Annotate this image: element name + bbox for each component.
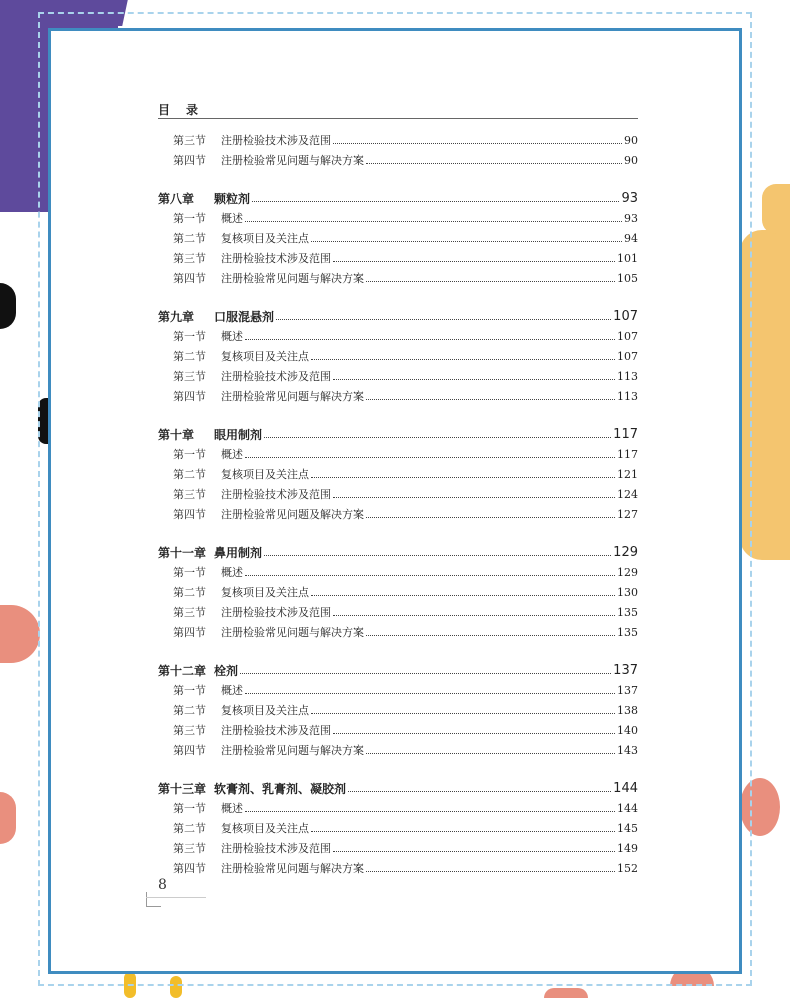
toc-chapter-entry[interactable] [158, 302, 638, 324]
chapter-label [158, 428, 262, 442]
dot-leader [264, 436, 611, 438]
section-page: 135 [617, 606, 638, 619]
section-number: 第三节 [173, 842, 206, 855]
section-label [173, 350, 309, 364]
dot-leader [245, 810, 615, 812]
dot-leader [333, 732, 615, 734]
section-title: 复核项目及关注点 [221, 350, 309, 363]
section-label [173, 802, 243, 816]
section-number: 第三节 [173, 724, 206, 737]
dot-leader [311, 594, 615, 596]
toc-section-entry[interactable] [158, 580, 638, 600]
chapter-page: 117 [613, 427, 638, 442]
page-corner-mark [146, 892, 161, 907]
toc-section-entry[interactable] [158, 620, 638, 640]
section-page: 107 [617, 350, 638, 363]
section-page: 127 [617, 508, 638, 521]
toc-chapter-group [158, 656, 638, 758]
dot-leader [240, 672, 611, 674]
section-label [173, 232, 309, 246]
section-label [173, 508, 364, 522]
section-label [173, 134, 331, 148]
toc-section-entry[interactable] [158, 364, 638, 384]
section-title: 注册检验技术涉及范围 [221, 842, 331, 855]
section-label [173, 822, 309, 836]
dot-leader [311, 712, 615, 714]
section-label [173, 448, 243, 462]
section-title: 注册检验常见问题及解决方案 [221, 508, 364, 521]
section-page: 121 [617, 468, 638, 481]
ink-blot-decoration [0, 283, 16, 329]
toc-chapter-group [158, 128, 638, 168]
section-page: 107 [617, 330, 638, 343]
section-number: 第四节 [173, 744, 206, 757]
section-number: 第一节 [173, 448, 206, 461]
toc-section-entry[interactable] [158, 718, 638, 738]
section-title: 概述 [221, 802, 243, 815]
section-title: 概述 [221, 330, 243, 343]
chapter-page: 144 [613, 781, 638, 796]
section-page: 105 [617, 272, 638, 285]
section-label [173, 212, 243, 226]
section-label [173, 724, 331, 738]
toc-chapter-group [158, 774, 638, 876]
section-title: 复核项目及关注点 [221, 232, 309, 245]
toc-section-entry[interactable] [158, 796, 638, 816]
section-label [173, 704, 309, 718]
section-title: 注册检验常见问题与解决方案 [221, 272, 364, 285]
dot-leader [333, 378, 615, 380]
dot-leader [245, 692, 615, 694]
section-page: 117 [617, 448, 638, 461]
section-number: 第四节 [173, 626, 206, 639]
toc-chapter-entry[interactable] [158, 774, 638, 796]
toc-section-entry[interactable] [158, 836, 638, 856]
chapter-number: 第九章 [158, 310, 195, 324]
toc-section-entry[interactable] [158, 856, 638, 876]
section-title: 概述 [221, 212, 243, 225]
chapter-number: 第十一章 [158, 546, 207, 560]
section-number: 第三节 [173, 488, 206, 501]
dot-leader [276, 318, 611, 320]
section-number: 第一节 [173, 566, 206, 579]
chapter-number: 第十三章 [158, 782, 207, 796]
header-title: 目录 [158, 103, 215, 117]
toc-chapter-entry[interactable] [158, 184, 638, 206]
section-number: 第四节 [173, 272, 206, 285]
section-title: 注册检验技术涉及范围 [221, 606, 331, 619]
coral-dot-decoration [544, 988, 588, 998]
section-number: 第二节 [173, 232, 206, 245]
dot-leader [366, 634, 615, 636]
toc-section-entry[interactable] [158, 698, 638, 718]
dot-leader [311, 240, 622, 242]
section-label [173, 252, 331, 266]
dot-leader [311, 830, 615, 832]
section-label [173, 684, 243, 698]
section-label [173, 862, 364, 876]
section-title: 注册检验技术涉及范围 [221, 488, 331, 501]
section-label [173, 586, 309, 600]
section-title: 注册检验技术涉及范围 [221, 252, 331, 265]
page-footer-rule [146, 897, 206, 898]
chapter-number: 第十二章 [158, 664, 207, 678]
section-title: 概述 [221, 566, 243, 579]
section-label [173, 842, 331, 856]
section-page: 130 [617, 586, 638, 599]
chapter-page: 129 [613, 545, 638, 560]
toc-section-entry[interactable] [158, 442, 638, 462]
dot-leader [333, 260, 615, 262]
section-number: 第三节 [173, 370, 206, 383]
section-title: 注册检验常见问题与解决方案 [221, 626, 364, 639]
section-page: 140 [617, 724, 638, 737]
coral-dot-decoration [0, 792, 16, 844]
section-number: 第二节 [173, 350, 206, 363]
section-number: 第一节 [173, 802, 206, 815]
toc-chapter-entry[interactable] [158, 656, 638, 678]
section-page: 145 [617, 822, 638, 835]
toc-section-entry[interactable] [158, 816, 638, 836]
dot-leader [264, 554, 611, 556]
section-title: 复核项目及关注点 [221, 468, 309, 481]
section-page: 94 [624, 232, 638, 245]
chapter-title: 眼用制剂 [214, 428, 263, 442]
chapter-number: 第八章 [158, 192, 195, 206]
section-number: 第三节 [173, 606, 206, 619]
section-title: 复核项目及关注点 [221, 822, 309, 835]
section-title: 注册检验常见问题与解决方案 [221, 154, 364, 167]
section-label [173, 390, 364, 404]
section-page: 90 [624, 134, 638, 147]
toc-section-entry[interactable] [158, 226, 638, 246]
toc-section-entry[interactable] [158, 266, 638, 286]
section-label [173, 566, 243, 580]
section-title: 概述 [221, 448, 243, 461]
chapter-title: 鼻用制剂 [214, 546, 263, 560]
dot-leader [245, 456, 615, 458]
dot-leader [245, 574, 615, 576]
section-label [173, 488, 331, 502]
toc-section-entry[interactable] [158, 344, 638, 364]
dot-leader [366, 752, 615, 754]
section-label [173, 154, 364, 168]
dot-leader [366, 280, 615, 282]
section-page: 101 [617, 252, 638, 265]
toc-chapter-group [158, 538, 638, 640]
toc-section-entry[interactable] [158, 678, 638, 698]
section-page: 90 [624, 154, 638, 167]
section-title: 注册检验常见问题与解决方案 [221, 862, 364, 875]
section-page: 135 [617, 626, 638, 639]
section-title: 概述 [221, 684, 243, 697]
chapter-label [158, 310, 274, 324]
dot-leader [311, 358, 615, 360]
toc-chapter-group [158, 420, 638, 522]
toc-section-entry[interactable] [158, 502, 638, 522]
chapter-number: 第十章 [158, 428, 195, 442]
toc-section-entry[interactable] [158, 148, 638, 168]
chapter-page: 137 [613, 663, 638, 678]
section-page: 152 [617, 862, 638, 875]
chapter-page: 107 [613, 309, 638, 324]
section-number: 第三节 [173, 134, 206, 147]
toc-section-entry[interactable] [158, 560, 638, 580]
section-number: 第四节 [173, 508, 206, 521]
section-title: 注册检验技术涉及范围 [221, 724, 331, 737]
toc-section-entry[interactable] [158, 128, 638, 148]
toc-chapter-group [158, 184, 638, 286]
section-number: 第二节 [173, 704, 206, 717]
section-label [173, 370, 331, 384]
section-page: 113 [617, 390, 638, 403]
toc-chapter-group [158, 302, 638, 404]
section-title: 注册检验常见问题与解决方案 [221, 390, 364, 403]
section-page: 138 [617, 704, 638, 717]
section-page: 129 [617, 566, 638, 579]
dot-leader [333, 614, 615, 616]
section-title: 注册检验技术涉及范围 [221, 134, 331, 147]
coral-dot-decoration [0, 605, 40, 663]
section-title: 复核项目及关注点 [221, 704, 309, 717]
dot-leader [348, 790, 611, 792]
section-label [173, 606, 331, 620]
section-title: 复核项目及关注点 [221, 586, 309, 599]
toc-chapter-entry[interactable] [158, 420, 638, 442]
toc-section-entry[interactable] [158, 462, 638, 482]
chapter-title: 口服混悬剂 [214, 310, 275, 324]
section-label [173, 626, 364, 640]
section-page: 144 [617, 802, 638, 815]
section-number: 第一节 [173, 212, 206, 225]
dot-leader [311, 476, 615, 478]
section-number: 第二节 [173, 822, 206, 835]
table-of-contents [158, 128, 638, 876]
section-title: 注册检验常见问题与解决方案 [221, 744, 364, 757]
toc-section-entry[interactable] [158, 206, 638, 226]
section-page: 93 [624, 212, 638, 225]
toc-section-entry[interactable] [158, 600, 638, 620]
toc-section-entry[interactable] [158, 482, 638, 502]
running-header [158, 104, 638, 119]
dot-leader [252, 200, 619, 202]
section-title: 注册检验技术涉及范围 [221, 370, 331, 383]
chapter-title: 软膏剂、乳膏剂、凝胶剂 [214, 782, 347, 796]
section-page: 113 [617, 370, 638, 383]
chapter-label [158, 782, 346, 796]
section-number: 第三节 [173, 252, 206, 265]
chapter-title: 颗粒剂 [214, 192, 251, 206]
page-number: 8 [158, 877, 167, 893]
section-number: 第二节 [173, 468, 206, 481]
yellow-paint-decoration [762, 184, 790, 234]
dot-leader [366, 870, 615, 872]
chapter-label [158, 192, 250, 206]
section-number: 第四节 [173, 862, 206, 875]
dot-leader [366, 516, 615, 518]
section-label [173, 744, 364, 758]
dot-leader [366, 162, 622, 164]
chapter-label [158, 546, 262, 560]
section-page: 149 [617, 842, 638, 855]
dot-leader [245, 338, 615, 340]
dot-leader [333, 496, 615, 498]
dot-leader [333, 142, 622, 144]
section-number: 第四节 [173, 390, 206, 403]
section-label [173, 272, 364, 286]
toc-chapter-entry[interactable] [158, 538, 638, 560]
toc-section-entry[interactable] [158, 246, 638, 266]
section-number: 第一节 [173, 330, 206, 343]
section-label [173, 468, 309, 482]
dot-leader [366, 398, 615, 400]
chapter-title: 栓剂 [214, 664, 239, 678]
section-page: 124 [617, 488, 638, 501]
dot-leader [333, 850, 615, 852]
section-label [173, 330, 243, 344]
section-number: 第二节 [173, 586, 206, 599]
toc-section-entry[interactable] [158, 324, 638, 344]
section-page: 137 [617, 684, 638, 697]
chapter-label [158, 664, 238, 678]
toc-section-entry[interactable] [158, 384, 638, 404]
chapter-page: 93 [621, 191, 638, 206]
toc-section-entry[interactable] [158, 738, 638, 758]
dot-leader [245, 220, 622, 222]
section-number: 第一节 [173, 684, 206, 697]
section-number: 第四节 [173, 154, 206, 167]
section-page: 143 [617, 744, 638, 757]
